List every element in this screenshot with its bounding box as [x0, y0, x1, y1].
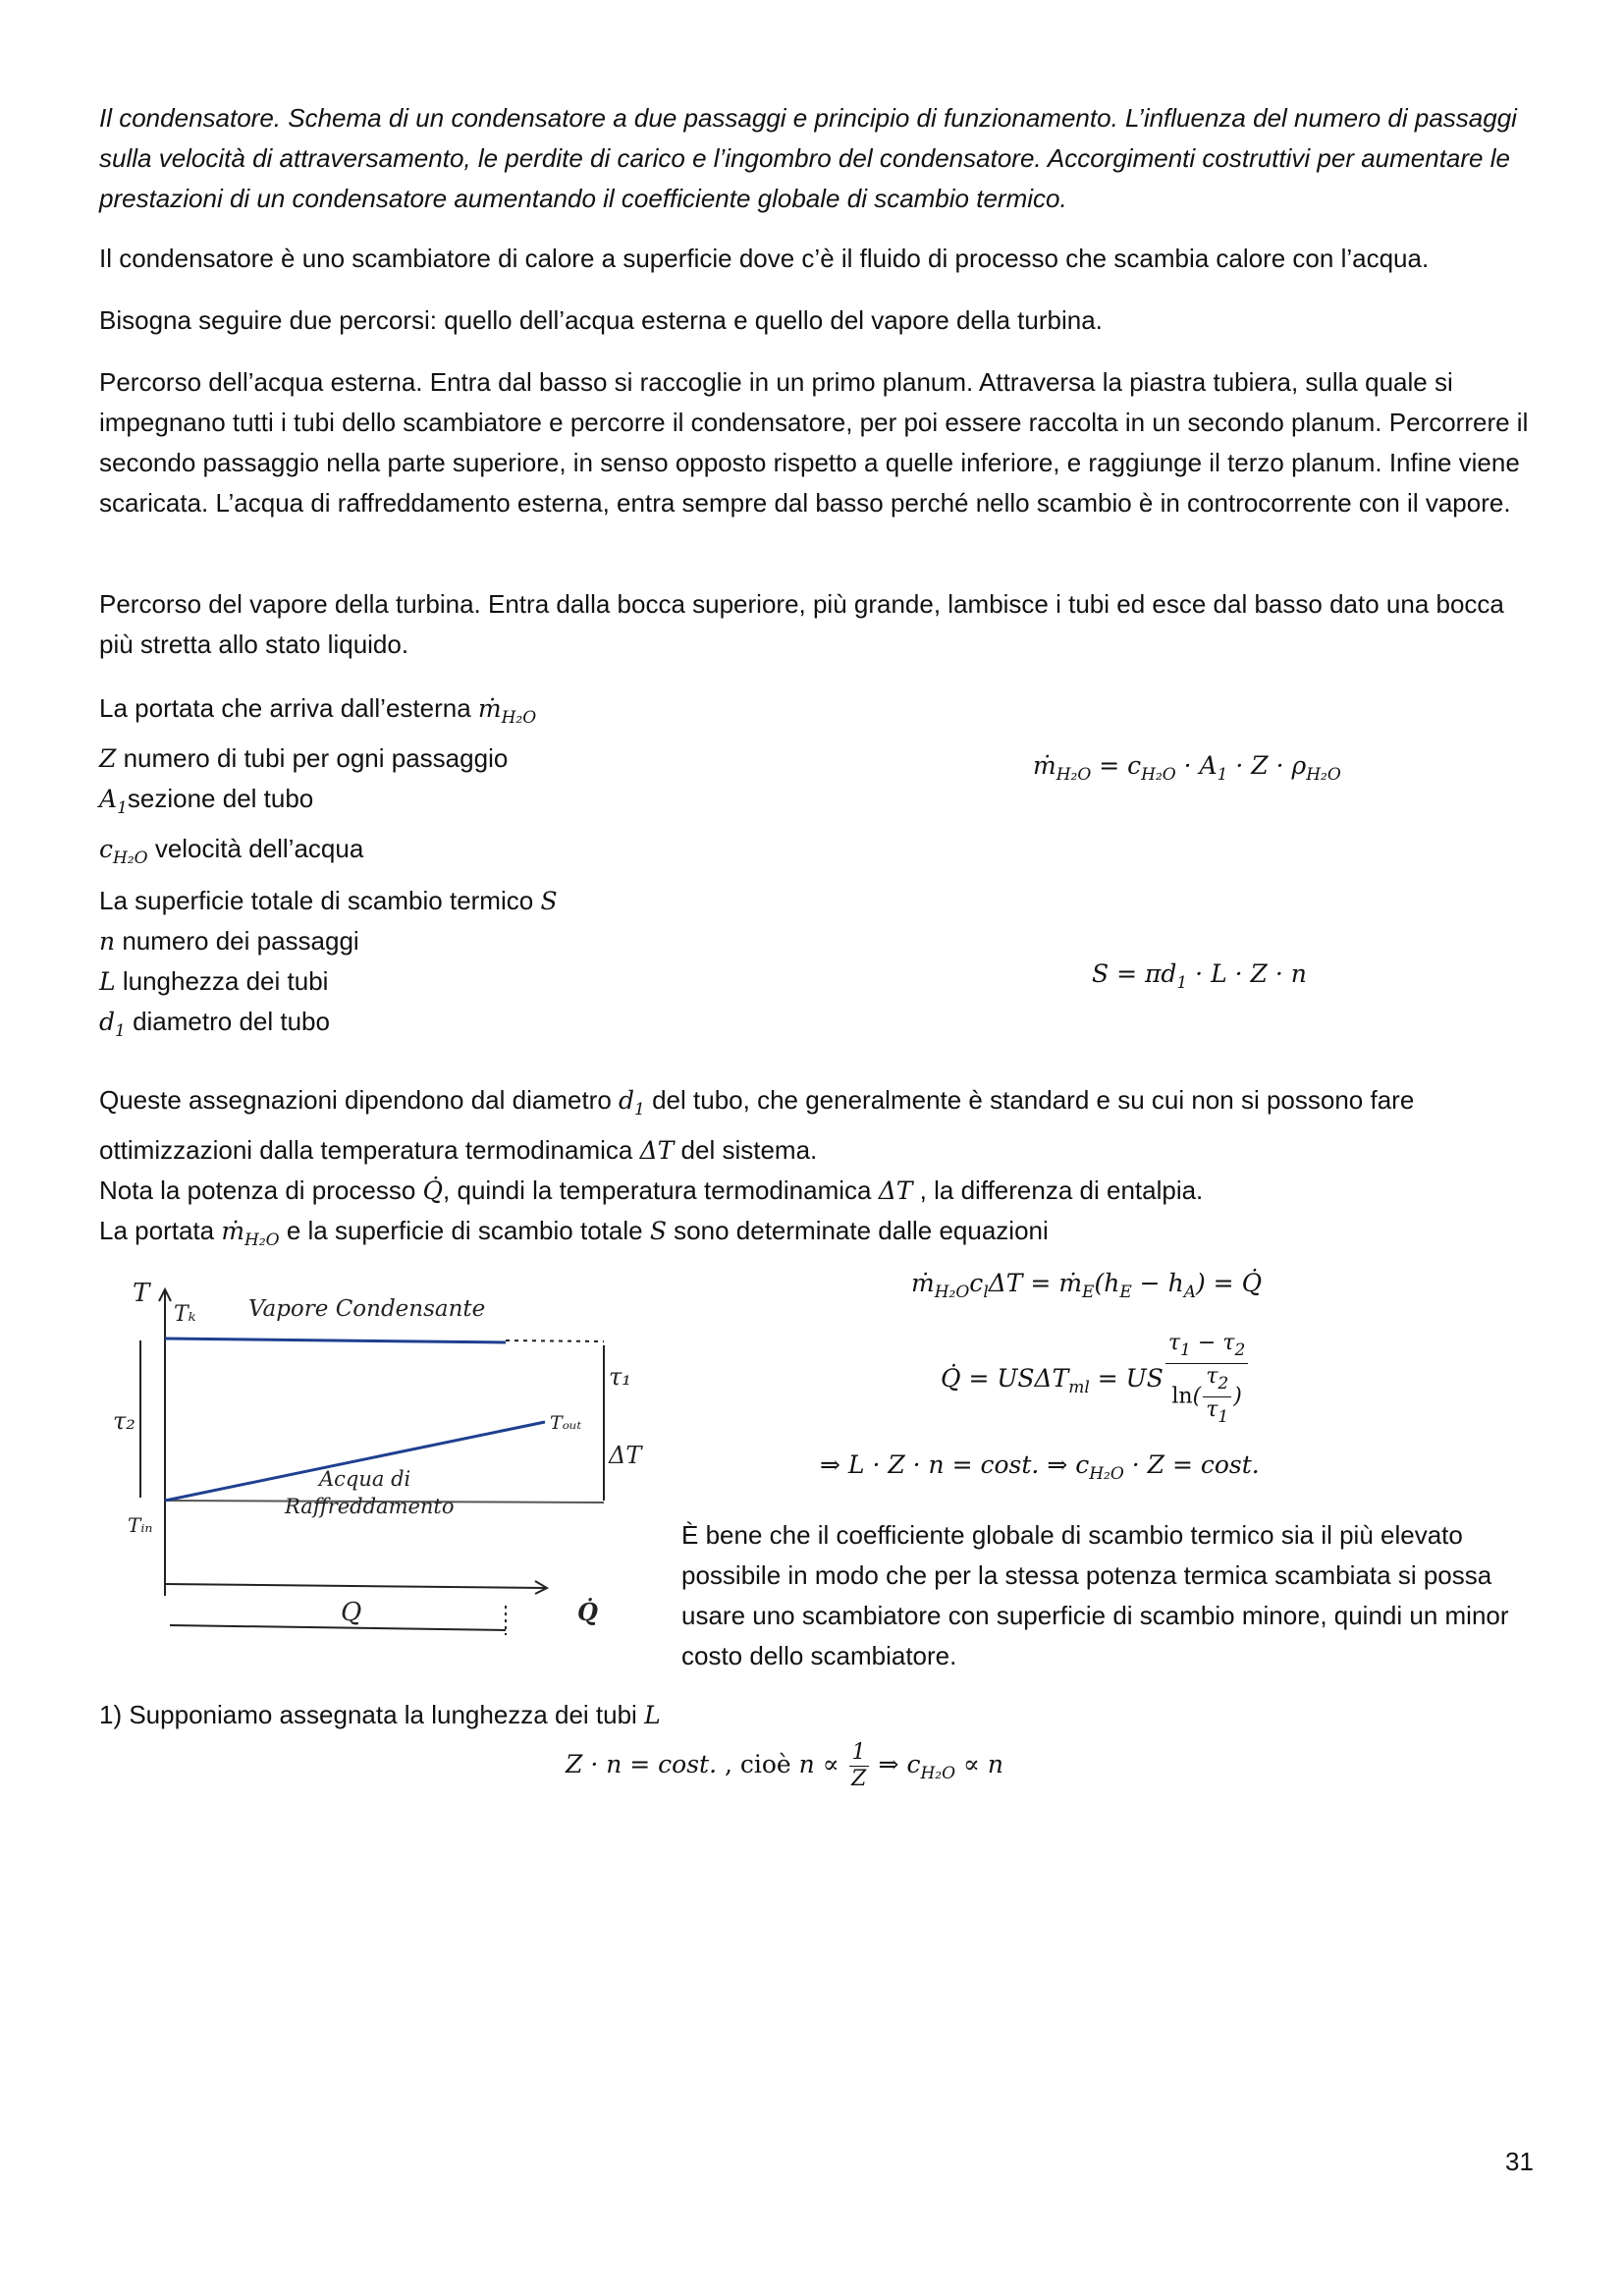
- guide-line: [506, 1340, 604, 1341]
- section-heading: Il condensatore. Schema di un condensatore a due passaggi e principio di funzionamento. L’influenza del numero di passaggi sulla velocità di attraversamento, le perdite di carico e l’ingombro del condensatore. Accorgimenti costruttivi per aumentare le prestazioni di un condensatore aumentando il coefficiente globale di scambio termico.: [99, 103, 1517, 213]
- definition-line: [99, 961, 1543, 1002]
- math-fraction: [849, 1740, 869, 1792]
- math-subscript: H₂O: [501, 708, 537, 728]
- math-text: L: [99, 967, 116, 996]
- equation-case-1: [566, 1740, 1003, 1792]
- text: del tubo, che generalmente è standard e su cui non si possono fare ottimizzazioni dalla temperatura termodinamica: [99, 1085, 1415, 1165]
- math-text: · Z · ρ: [1227, 751, 1307, 780]
- math-text: [871, 1750, 879, 1778]
- paragraph-intro: Il condensatore è uno scambiatore di calore a superficie dove c’è il fluido di processo che scambia calore con l’acqua.: [99, 244, 1430, 273]
- math-subscript: H₂O: [920, 1764, 956, 1783]
- text: 1) Supponiamo assegnata la lunghezza dei tubi: [99, 1700, 645, 1729]
- math-text: ΔT = ṁ: [988, 1269, 1083, 1297]
- text: e la superficie di scambio totale: [279, 1216, 650, 1245]
- math-text: · L · Z · n: [1187, 959, 1307, 988]
- math-text: τ: [1206, 1364, 1218, 1389]
- math-text: c: [969, 1269, 984, 1297]
- math-text: L · Z · n = cost.: [839, 1450, 1048, 1479]
- paragraph-water-path: Percorso dell’acqua esterna. Entra dal basso si raccoglie in un primo planum. Attraversa la piastra tubiera, sulla quale si impegnano tutti i tubi dello scambiatore e percorre il condensatore, per poi essere raccolta in un secondo planum. Percorrere il secondo passaggio nella parte superiore, in senso opposto rispetto a quelle inferiore, e raggiunge il terzo planum. Infine viene scaricata. L’acqua di raffreddamento esterna, entra sempre dal basso perché nello scambio è in controcorrente con il vapore.: [99, 367, 1529, 518]
- text: Queste assegnazioni dipendono dal diametro: [99, 1085, 620, 1115]
- math-fraction: [1203, 1364, 1231, 1430]
- math-subscript: H₂O: [934, 1283, 970, 1302]
- definition-symbol: [99, 785, 128, 818]
- definition-symbol: [477, 694, 537, 728]
- math-text: Q̇ = USΔT: [941, 1364, 1069, 1393]
- math-text: = c: [1091, 751, 1142, 780]
- fraction-numerator: [1203, 1364, 1231, 1397]
- fraction-denominator: [851, 1767, 866, 1792]
- inline-math: [619, 1086, 645, 1120]
- math-text: Z · n = cost.: [566, 1750, 725, 1778]
- math-upright: ⇒: [820, 1450, 840, 1479]
- q-label: Q: [341, 1598, 362, 1627]
- math-text: τ: [1206, 1397, 1218, 1422]
- inline-math: [650, 1217, 667, 1245]
- fraction-numerator: [1165, 1331, 1248, 1364]
- math-subscript: A: [1183, 1283, 1196, 1302]
- paragraph-line: [99, 1211, 1543, 1261]
- definition-symbol: [540, 887, 557, 915]
- definition-line: [99, 779, 1543, 829]
- case-1-heading: [99, 1695, 1543, 1735]
- x-axis-label: Q̇: [577, 1598, 598, 1626]
- inline-math: [221, 1217, 280, 1250]
- definition-line: [99, 881, 1543, 921]
- math-subscript: ml: [1068, 1378, 1090, 1397]
- math-text: ΔT: [639, 1136, 675, 1165]
- t-cond-label: Tₖ: [174, 1302, 196, 1327]
- math-text: d: [619, 1086, 635, 1115]
- paragraph-line: [99, 1080, 1543, 1171]
- math-text: ṁ: [911, 1269, 935, 1297]
- fraction-denominator: [1206, 1397, 1228, 1430]
- math-subscript: H₂O: [244, 1230, 280, 1250]
- tau2-label: τ₂: [113, 1407, 135, 1435]
- math-text: ṁ: [221, 1217, 245, 1245]
- math-subscript: 1: [117, 798, 128, 818]
- definitions-surface: [99, 881, 1543, 1052]
- text: , la differenza di entalpia.: [912, 1175, 1204, 1205]
- steam-label: Vapore Condensante: [248, 1296, 486, 1322]
- math-subscript: 1: [1176, 973, 1188, 993]
- definition-symbol: [99, 835, 148, 868]
- paragraph-assignments: [99, 1080, 1543, 1261]
- steam-line: [165, 1339, 506, 1342]
- math-text: ΔT: [878, 1176, 913, 1205]
- inline-math: [423, 1176, 444, 1205]
- t-in-label: Tᵢₙ: [128, 1513, 153, 1537]
- temperature-diagram: [113, 1272, 643, 1655]
- math-text: S = πd: [1092, 959, 1177, 988]
- math-text: d: [99, 1008, 116, 1036]
- definition-symbol: [99, 744, 116, 773]
- math-subscript: H₂O: [113, 848, 148, 868]
- math-subscript: l: [983, 1283, 989, 1302]
- math-text: S: [649, 1217, 667, 1245]
- math-upright: ln: [1171, 1384, 1193, 1409]
- math-subscript: E: [1082, 1283, 1095, 1302]
- text: La portata: [99, 1216, 222, 1245]
- math-text: c: [898, 1750, 921, 1778]
- math-text: τ: [1167, 1331, 1181, 1355]
- math-subscript: 2: [1234, 1340, 1246, 1360]
- math-text: ): [1233, 1384, 1242, 1409]
- paragraph-steam-path: Percorso del vapore della turbina. Entra dalla bocca superiore, più grande, lambisce i tubi ed esce dal basso dato una bocca più stretta allo stato liquido.: [99, 589, 1504, 659]
- t-out-label: Tₒᵤₜ: [550, 1412, 582, 1434]
- math-text: ṁ: [477, 694, 502, 723]
- math-text: 1: [851, 1740, 866, 1765]
- math-subscript: H₂O: [1056, 765, 1092, 785]
- math-text: ) = Q̇: [1195, 1269, 1263, 1297]
- water-label-2: Raffreddamento: [285, 1495, 455, 1518]
- paragraph-paths: Bisogna seguire due percorsi: quello dell’acqua esterna e quello del vapore della turbina.: [99, 305, 1103, 335]
- math-text: S: [540, 887, 558, 915]
- math-subscript: 2: [1218, 1374, 1229, 1394]
- definition-text: La portata che arriva dall’esterna: [99, 693, 478, 723]
- equation-mass-flow: [1033, 751, 1341, 785]
- equation-constants: [820, 1450, 1260, 1484]
- math-subscript: 1: [1180, 1340, 1191, 1360]
- definition-text: La superficie totale di scambio termico: [99, 886, 541, 915]
- math-text: · A: [1175, 751, 1218, 780]
- math-text: − h: [1131, 1269, 1184, 1297]
- water-label-1: Acqua di: [319, 1467, 411, 1491]
- math-text: c: [99, 835, 114, 863]
- text: Nota la potenza di processo: [99, 1175, 423, 1205]
- math-text: = US: [1089, 1364, 1164, 1393]
- fraction-denominator: [1171, 1364, 1241, 1430]
- math-subscript: 1: [1218, 1407, 1229, 1427]
- math-text: ∝ n: [955, 1750, 1003, 1778]
- math-text: n ∝: [798, 1750, 847, 1778]
- tau1-label: τ₁: [609, 1363, 631, 1391]
- definition-text: sezione del tubo: [127, 784, 314, 813]
- paragraph-coefficient: È bene che il coefficiente globale di scambio termico sia il più elevato possibile in modo che per la stessa potenza termica scambiata si possa usare uno scambiatore con superficie di scambio minore, quindi un minor costo dello scambiatore.: [681, 1520, 1509, 1670]
- definition-line: [99, 921, 1543, 961]
- math-subscript: E: [1119, 1283, 1132, 1302]
- math-subscript: 1: [1217, 765, 1228, 785]
- math-upright: , cioè: [724, 1750, 799, 1778]
- math-upright: ⇒: [1047, 1450, 1068, 1479]
- definition-text: lunghezza dei tubi: [115, 966, 329, 996]
- inline-math: [640, 1136, 675, 1165]
- definition-text: diametro del tubo: [125, 1007, 330, 1036]
- math-text: · Z = cost.: [1123, 1450, 1260, 1479]
- definition-symbol: [99, 927, 115, 956]
- math-text: L: [644, 1701, 661, 1729]
- q-dimension: [170, 1625, 506, 1630]
- math-subscript: H₂O: [1141, 765, 1176, 785]
- inline-math: [644, 1701, 661, 1729]
- page-number: 31: [1505, 2147, 1534, 2176]
- math-subscript: 1: [115, 1021, 126, 1041]
- inline-math: [879, 1176, 913, 1205]
- math-subscript: H₂O: [1306, 765, 1341, 785]
- math-text: (h: [1094, 1269, 1120, 1297]
- fraction-numerator: [849, 1740, 869, 1767]
- math-text: n: [99, 927, 116, 956]
- math-text: Z: [99, 744, 117, 773]
- definition-text: numero di tubi per ogni passaggio: [116, 743, 509, 773]
- definition-symbol: [99, 967, 116, 996]
- math-upright: ⇒: [878, 1750, 899, 1778]
- math-subscript: H₂O: [1089, 1464, 1124, 1484]
- math-text: ṁ: [1033, 751, 1056, 780]
- definition-line: [99, 1002, 1543, 1052]
- paragraph-line: [99, 1171, 1543, 1211]
- math-subscript: 1: [634, 1100, 645, 1120]
- math-text: Q̇: [422, 1176, 444, 1205]
- math-text: A: [99, 785, 118, 813]
- definition-line: [99, 688, 1543, 738]
- math-text: c: [1067, 1450, 1090, 1479]
- text: sono determinate dalle equazioni: [666, 1216, 1049, 1245]
- definition-line: [99, 829, 1543, 879]
- math-fraction: [1165, 1331, 1248, 1430]
- definition-text: numero dei passaggi: [115, 926, 359, 956]
- text: del sistema.: [674, 1135, 818, 1165]
- equation-energy-balance: [911, 1269, 1262, 1302]
- equation-lmtd: [941, 1331, 1250, 1430]
- definition-symbol: [99, 1008, 126, 1041]
- math-text: − τ: [1190, 1331, 1235, 1355]
- math-text: (: [1192, 1384, 1202, 1409]
- x-axis: [165, 1584, 545, 1588]
- definition-text: velocità dell’acqua: [147, 834, 364, 863]
- text: , quindi la temperatura termodinamica: [443, 1175, 879, 1205]
- y-axis-label: T: [133, 1279, 150, 1308]
- math-text: Z: [850, 1767, 867, 1791]
- equation-surface: [1092, 959, 1307, 993]
- delta-t-label: ΔT: [609, 1442, 642, 1469]
